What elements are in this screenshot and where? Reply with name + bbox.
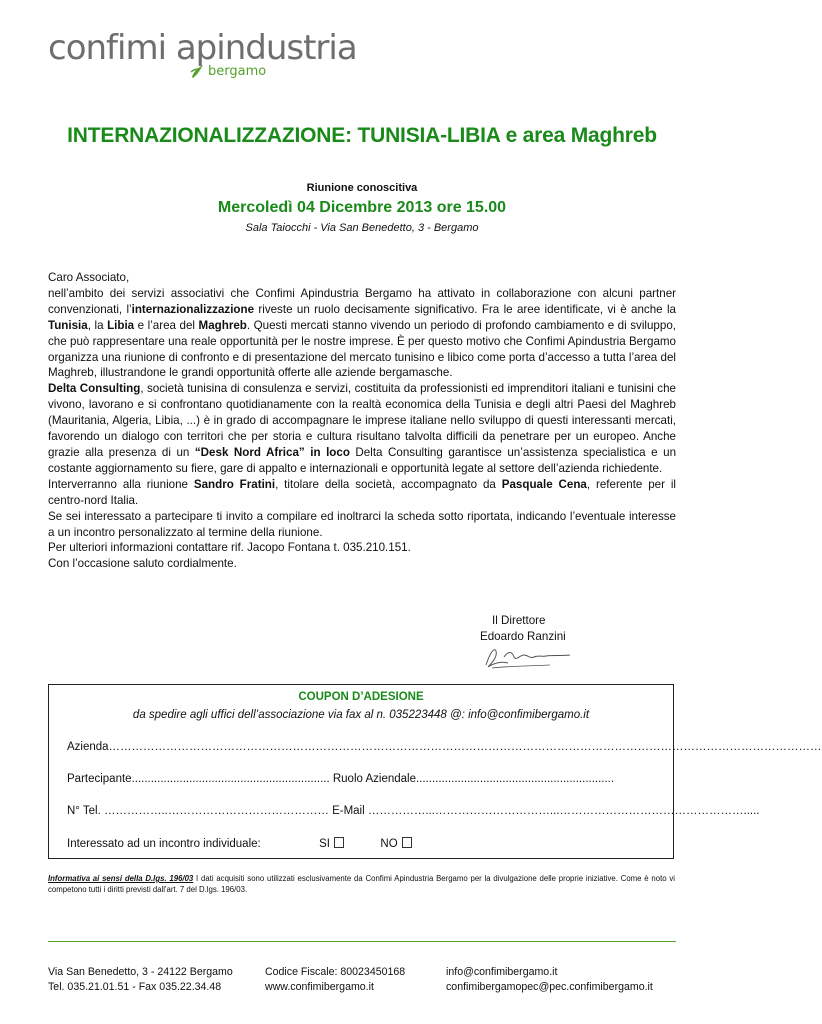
- page-title: INTERNAZIONALIZZAZIONE: TUNISIA-LIBIA e area Maghreb: [67, 124, 657, 147]
- logo-subtitle: bergamo: [208, 64, 267, 79]
- footer-divider: [48, 941, 676, 942]
- yes-checkbox[interactable]: [334, 837, 344, 848]
- individual-meeting-row: [67, 837, 412, 850]
- phone-email-field[interactable]: N° Tel. ……………..…………………………………… E-Mail ……………...…………………………...………………………………………….....: [67, 805, 760, 817]
- option-no[interactable]: NO: [380, 838, 411, 850]
- paragraph-invite: Se sei interessato a partecipare ti invito a compilare ed inoltrarci la scheda sotto riportata, indicando l’eventuale interesse a un incontro personalizzato al termine della riunione.: [48, 509, 676, 539]
- no-checkbox[interactable]: [402, 837, 412, 848]
- paragraph-delta: Delta Consulting, società tunisina di consulenza e servizi, costituita da professionisti ed imprenditori italiani e tunisini che vivono, lavorano e si confrontano quotidianamente con la realtà economica della Tunisia e degli altri Paesi del Maghreb (Mauritania, Algeria, Libia, ...) è in grado di accompagnare le imprese italiane nello sviluppo di questi interessanti mercati, favorendo un dialogo con territori che per storia e cultura risultano talvolta difficili da penetrare per un europeo. Anche grazie alla presenza di un “Desk Nord Africa” in loco Delta Consulting garantisce un’assistenza specialistica e un costante aggiornamento su fiere, gare di appalto e internazionali e opportunità legate al settore dell’azienda richiedente.: [48, 382, 677, 475]
- footer-fiscal-code: Codice Fiscale: 80023450168: [265, 966, 406, 978]
- privacy-notice: Informativa ai sensi della D.lgs. 196/03 I dati acquisiti sono utilizzati esclusivamente da Confimi Apindustria Bergamo per la divulgazione delle proprie iniziative. Come è noto vi competono tutti i diritti previsti dall'art. 7 del D.lgs. 196/03.: [48, 874, 675, 894]
- leaf-icon: [190, 63, 204, 79]
- footer-email-block: [446, 965, 653, 995]
- signer-role: Il Direttore: [492, 614, 546, 627]
- option-yes[interactable]: SI: [319, 838, 344, 850]
- footer-phone: Tel. 035.21.01.51 - Fax 035.22.34.48: [48, 981, 222, 993]
- paragraph-speakers: Interverranno alla riunione Sandro Fratini, titolare della società, accompagnato da Pasquale Cena, referente per il centro-nord Italia.: [48, 477, 677, 507]
- footer-pec-link[interactable]: confimibergamopec@pec.confimibergamo.it: [446, 981, 653, 993]
- greeting: Caro Associato,: [48, 271, 130, 284]
- letter-body: [48, 270, 676, 572]
- paragraph-closing: Con l’occasione saluto cordialmente.: [48, 557, 237, 571]
- participant-role-field[interactable]: Partecipante.............................................................. Ruolo Aziendale..............................................................: [67, 773, 615, 785]
- footer-address: Via San Benedetto, 3 - 24122 Bergamo: [48, 966, 233, 978]
- handwritten-signature-icon: [480, 641, 576, 671]
- coupon-title: COUPON D’ADESIONE: [298, 691, 424, 703]
- coupon-instructions: da spedire agli uffici dell’associazione via fax al n. 035223448 @: info@confimibergamo.it: [132, 709, 590, 721]
- footer-email-link[interactable]: info@confimibergamo.it: [446, 966, 558, 978]
- meeting-date: Mercoledì 04 Dicembre 2013 ore 15.00: [217, 199, 507, 216]
- coupon-form: [48, 684, 822, 859]
- signer-name: Edoardo Ranzini: [480, 629, 566, 643]
- meeting-venue: Sala Taiocchi - Via San Benedetto, 3 - Bergamo: [245, 222, 479, 234]
- interest-label: Interessato ad un incontro individuale:: [67, 838, 261, 850]
- paragraph-contact: Per ulteriori informazioni contattare rif. Jacopo Fontana t. 035.210.151.: [48, 541, 411, 555]
- footer-fiscal-block: [265, 965, 405, 995]
- confimi-logo: [48, 28, 368, 84]
- company-field[interactable]: Azienda……………………………………………………………………………………………………………………………………………………………………: [67, 741, 822, 753]
- logo-wordmark: confimi apindustria: [48, 28, 357, 68]
- footer-address-block: [48, 965, 233, 995]
- footer-website-link[interactable]: www.confimibergamo.it: [265, 981, 374, 993]
- paragraph-intro: nell’ambito dei servizi associativi che Confimi Apindustria Bergamo ha attivato in collaborazione con alcuni partner convenzionati, l’internazionalizzazione riveste un ruolo decisamente significativo. Fra le aree identificate, vi è anche la Tunisia, la Libia e l’area del Maghreb. Questi mercati stanno vivendo un periodo di profondo cambiamento e di sviluppo, che può rappresentare una reale opportunità per le nostre imprese. È per questo motivo che Confimi Apindustria Bergamo organizza una riunione di confronto e di presentazione del mercato tunisino e libico come porta d’accesso a tutta l’area del Maghreb, illustrandone le grandi opportunità offerte alle aziende bergamasche.: [48, 286, 676, 380]
- meeting-type: Riunione conoscitiva: [306, 182, 418, 194]
